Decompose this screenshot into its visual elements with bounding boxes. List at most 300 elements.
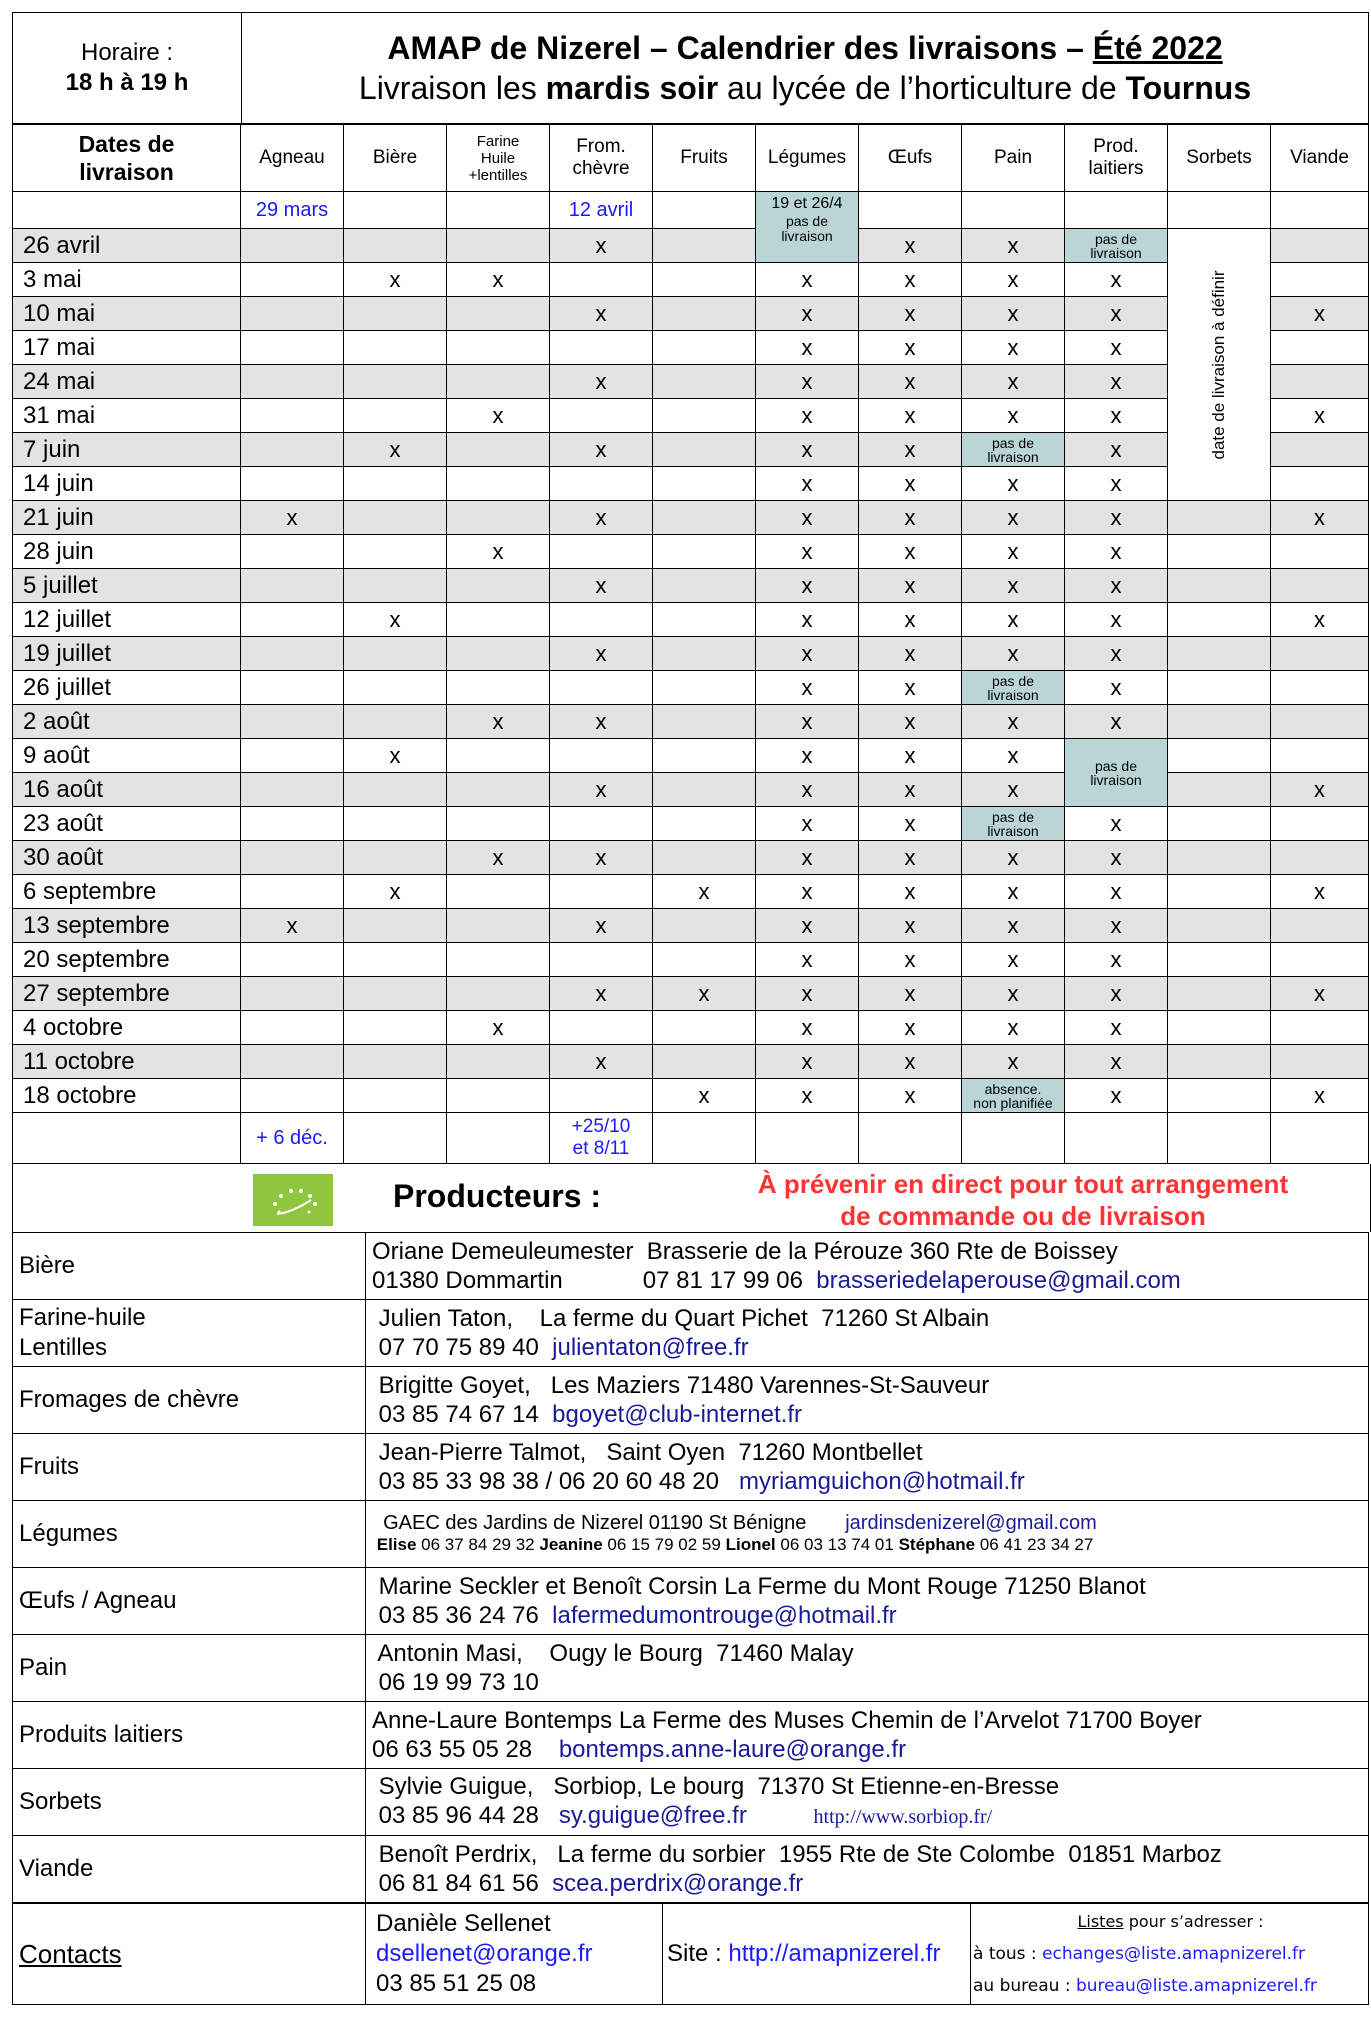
producer-category: Œufs / Agneau xyxy=(13,1568,366,1635)
empty-cell xyxy=(653,192,756,229)
delivery-mark: x xyxy=(344,433,447,467)
no-delivery-cell: pas de livraison xyxy=(1065,739,1168,807)
delivery-date: 30 août xyxy=(13,841,241,875)
empty-cell xyxy=(1271,331,1369,365)
header-table xyxy=(12,12,1369,124)
delivery-mark: x xyxy=(859,263,962,297)
empty-cell xyxy=(344,637,447,671)
producteurs-title: Producteurs : xyxy=(393,1178,602,1214)
calendar-row xyxy=(13,875,1369,909)
empty-cell xyxy=(447,569,550,603)
delivery-date: 12 juillet xyxy=(13,603,241,637)
empty-cell xyxy=(653,1113,756,1164)
date-column-header: Dates de livraison xyxy=(13,125,241,192)
empty-cell xyxy=(241,433,344,467)
delivery-mark: x xyxy=(962,773,1065,807)
pre-season-row xyxy=(13,192,1369,229)
producer-row xyxy=(13,1702,1369,1769)
delivery-mark: x xyxy=(1271,297,1369,331)
producer-phone-line: 03 85 74 67 14 bgoyet@club-internet.fr xyxy=(372,1401,802,1428)
empty-cell xyxy=(447,875,550,909)
title-cell xyxy=(242,13,1369,124)
no-delivery-cell: pas de livraison xyxy=(962,671,1065,705)
delivery-mark: x xyxy=(756,909,859,943)
empty-cell xyxy=(344,1113,447,1164)
empty-cell xyxy=(1168,1011,1271,1045)
producer-row xyxy=(13,1367,1369,1434)
empty-cell xyxy=(241,569,344,603)
delivery-mark: x xyxy=(756,433,859,467)
empty-cell xyxy=(1168,1045,1271,1079)
delivery-mark: x xyxy=(756,263,859,297)
empty-cell xyxy=(653,263,756,297)
producer-info xyxy=(366,1434,1369,1501)
delivery-mark: x xyxy=(859,365,962,399)
no-delivery-cell: pas de livraison xyxy=(962,433,1065,467)
delivery-mark: x xyxy=(1271,1079,1369,1113)
empty-cell xyxy=(344,807,447,841)
delivery-mark: x xyxy=(962,705,1065,739)
empty-cell xyxy=(1168,603,1271,637)
empty-cell xyxy=(241,535,344,569)
fromage-pre-date: 12 avril xyxy=(550,192,653,229)
delivery-mark: x xyxy=(550,365,653,399)
empty-cell xyxy=(344,192,447,229)
calendar-row xyxy=(13,433,1369,467)
empty-cell xyxy=(13,192,241,229)
empty-cell xyxy=(653,535,756,569)
calendar-row xyxy=(13,331,1369,365)
producer-info xyxy=(366,1702,1369,1769)
calendar-row xyxy=(13,977,1369,1011)
empty-cell xyxy=(241,1045,344,1079)
delivery-mark: x xyxy=(756,977,859,1011)
delivery-mark: x xyxy=(859,841,962,875)
empty-cell xyxy=(241,977,344,1011)
calendar-row xyxy=(13,1079,1369,1113)
calendar-row xyxy=(13,1011,1369,1045)
producer-category: Viande xyxy=(13,1836,366,1903)
empty-cell xyxy=(241,637,344,671)
empty-cell xyxy=(447,603,550,637)
empty-cell xyxy=(241,841,344,875)
calendar-row xyxy=(13,807,1369,841)
calendar-row xyxy=(13,943,1369,977)
delivery-mark: x xyxy=(550,501,653,535)
empty-cell xyxy=(447,467,550,501)
producer-row xyxy=(13,1836,1369,1903)
empty-cell xyxy=(1271,229,1369,263)
delivery-mark: x xyxy=(756,671,859,705)
calendar-row xyxy=(13,603,1369,637)
producer-email-link[interactable]: myriamguichon@hotmail.fr xyxy=(738,1468,1025,1495)
empty-cell xyxy=(344,467,447,501)
delivery-mark: x xyxy=(1065,1045,1168,1079)
calendar-row xyxy=(13,739,1369,773)
delivery-date: 24 mai xyxy=(13,365,241,399)
empty-cell xyxy=(447,433,550,467)
empty-cell xyxy=(1168,637,1271,671)
empty-cell xyxy=(653,501,756,535)
empty-cell xyxy=(447,807,550,841)
empty-cell xyxy=(653,943,756,977)
empty-cell xyxy=(1271,433,1369,467)
delivery-mark: x xyxy=(756,841,859,875)
empty-cell xyxy=(241,297,344,331)
producer-address: Anne-Laure Bontemps La Ferme des Muses Chemin de l’Arvelot 71700 Boyer xyxy=(372,1707,1202,1734)
delivery-mark: x xyxy=(756,1079,859,1113)
legumes-pre-note xyxy=(756,192,859,263)
producer-info xyxy=(366,1233,1369,1300)
empty-cell xyxy=(344,501,447,535)
empty-cell xyxy=(653,433,756,467)
empty-cell xyxy=(550,671,653,705)
delivery-date: 14 juin xyxy=(13,467,241,501)
delivery-mark: x xyxy=(756,331,859,365)
calendar-row xyxy=(13,569,1369,603)
empty-cell xyxy=(1271,569,1369,603)
delivery-mark: x xyxy=(550,773,653,807)
delivery-mark: x xyxy=(859,1045,962,1079)
empty-cell xyxy=(859,1113,962,1164)
calendar-row xyxy=(13,637,1369,671)
producer-info xyxy=(366,1635,1369,1702)
producer-email-link[interactable]: sy.guigue@free.fr xyxy=(558,1802,747,1829)
empty-cell xyxy=(550,263,653,297)
producer-phone-line: 07 70 75 89 40 julientaton@free.fr xyxy=(372,1334,749,1361)
delivery-mark: x xyxy=(1065,603,1168,637)
empty-cell xyxy=(653,399,756,433)
contact-phone: 03 85 51 25 08 xyxy=(376,1970,537,1997)
delivery-mark: x xyxy=(1065,399,1168,433)
empty-cell xyxy=(1271,637,1369,671)
horaire-cell xyxy=(13,13,242,124)
empty-cell xyxy=(447,501,550,535)
delivery-date: 21 juin xyxy=(13,501,241,535)
delivery-mark: x xyxy=(1065,909,1168,943)
calendar-page xyxy=(12,12,1369,2005)
delivery-mark: x xyxy=(962,467,1065,501)
delivery-date: 27 septembre xyxy=(13,977,241,1011)
empty-cell xyxy=(1168,841,1271,875)
column-header: Pain xyxy=(962,125,1065,192)
calendar-row xyxy=(13,535,1369,569)
empty-cell xyxy=(1271,1011,1369,1045)
delivery-date: 4 octobre xyxy=(13,1011,241,1045)
empty-cell xyxy=(653,603,756,637)
empty-cell xyxy=(1168,875,1271,909)
empty-cell xyxy=(550,535,653,569)
empty-cell xyxy=(447,977,550,1011)
producer-info xyxy=(366,1836,1369,1903)
empty-cell xyxy=(344,909,447,943)
delivery-mark: x xyxy=(550,229,653,263)
delivery-date: 3 mai xyxy=(13,263,241,297)
producer-email-link[interactable]: bontemps.anne-laure@orange.fr xyxy=(558,1736,907,1763)
calendar-row xyxy=(13,671,1369,705)
contact-name: Danièle Sellenet xyxy=(376,1910,551,1937)
delivery-mark: x xyxy=(550,841,653,875)
empty-cell xyxy=(447,1113,550,1164)
empty-cell xyxy=(241,807,344,841)
delivery-mark: x xyxy=(756,705,859,739)
empty-cell xyxy=(344,773,447,807)
empty-cell xyxy=(1168,535,1271,569)
empty-cell xyxy=(1271,671,1369,705)
delivery-mark: x xyxy=(550,433,653,467)
delivery-mark: x xyxy=(447,399,550,433)
empty-cell xyxy=(653,773,756,807)
delivery-mark: x xyxy=(241,501,344,535)
empty-cell xyxy=(13,1113,241,1164)
column-header: Bière xyxy=(344,125,447,192)
horaire-label: Horaire : xyxy=(80,39,174,66)
delivery-mark: x xyxy=(344,603,447,637)
delivery-mark: x xyxy=(859,943,962,977)
empty-cell xyxy=(241,943,344,977)
calendar-row xyxy=(13,467,1369,501)
producer-address: GAEC des Jardins de Nizerel 01190 St Bénigne jardinsdenizerel@gmail.com xyxy=(372,1512,1097,1534)
delivery-mark: x xyxy=(1271,501,1369,535)
sorbets-note-text: date de livraison à définir xyxy=(1209,269,1228,460)
delivery-date: 2 août xyxy=(13,705,241,739)
empty-cell xyxy=(241,671,344,705)
delivery-mark: x xyxy=(756,569,859,603)
empty-cell xyxy=(447,1079,550,1113)
empty-cell xyxy=(241,331,344,365)
season-label: Été 2022 xyxy=(1092,30,1223,66)
producer-row xyxy=(13,1434,1369,1501)
delivery-mark: x xyxy=(1065,637,1168,671)
producer-category: Sorbets xyxy=(13,1769,366,1836)
contact-email-link[interactable]: dsellenet@orange.fr xyxy=(376,1940,593,1967)
agneau-pre-date: 29 mars xyxy=(241,192,344,229)
empty-cell xyxy=(859,192,962,229)
fromage-extra-dates: +25/10 et 8/11 xyxy=(550,1113,653,1164)
delivery-date: 5 juillet xyxy=(13,569,241,603)
empty-cell xyxy=(447,192,550,229)
delivery-date: 17 mai xyxy=(13,331,241,365)
producer-phone-line: 03 85 33 98 38 / 06 20 60 48 20 myriamguichon@hotmail.fr xyxy=(372,1468,1025,1495)
delivery-mark: x xyxy=(756,1011,859,1045)
delivery-mark: x xyxy=(859,501,962,535)
producer-phone-line: 06 81 84 61 56 scea.perdrix@orange.fr xyxy=(372,1870,804,1897)
delivery-mark: x xyxy=(962,875,1065,909)
producer-email-link[interactable]: lafermedumontrouge@hotmail.fr xyxy=(552,1602,897,1629)
delivery-mark: x xyxy=(550,909,653,943)
delivery-mark: x xyxy=(1065,841,1168,875)
producer-email-link[interactable]: bgoyet@club-internet.fr xyxy=(552,1401,802,1428)
empty-cell xyxy=(653,569,756,603)
delivery-mark: x xyxy=(962,331,1065,365)
empty-cell xyxy=(1271,263,1369,297)
delivery-mark: x xyxy=(962,1045,1065,1079)
empty-cell xyxy=(653,1045,756,1079)
delivery-mark: x xyxy=(962,1011,1065,1045)
empty-cell xyxy=(653,739,756,773)
empty-cell xyxy=(344,1045,447,1079)
organic-eu-leaf-logo xyxy=(253,1174,333,1226)
producer-info xyxy=(366,1300,1369,1367)
lists-heading: Listes pour s’adresser : xyxy=(1077,1912,1264,1931)
empty-cell xyxy=(1168,773,1271,807)
delivery-mark: x xyxy=(550,569,653,603)
empty-cell xyxy=(344,331,447,365)
empty-cell xyxy=(1271,1113,1369,1164)
delivery-mark: x xyxy=(1065,943,1168,977)
legumes-no-delivery: pas de livraison xyxy=(781,213,833,244)
delivery-mark: x xyxy=(756,297,859,331)
delivery-date: 19 juillet xyxy=(13,637,241,671)
empty-cell xyxy=(1168,943,1271,977)
delivery-mark: x xyxy=(447,705,550,739)
contacts-label: Contacts xyxy=(13,1904,366,2005)
delivery-mark: x xyxy=(550,977,653,1011)
contacts-table xyxy=(12,1903,1369,2005)
column-header: Légumes xyxy=(756,125,859,192)
empty-cell xyxy=(1168,909,1271,943)
empty-cell xyxy=(1271,365,1369,399)
delivery-date: 31 mai xyxy=(13,399,241,433)
producer-phone-line: 06 19 99 73 10 xyxy=(372,1669,539,1696)
column-header: Agneau xyxy=(241,125,344,192)
delivery-mark: x xyxy=(1065,569,1168,603)
producer-email-link[interactable]: scea.perdrix@orange.fr xyxy=(552,1870,804,1897)
delivery-mark: x xyxy=(1065,1079,1168,1113)
delivery-mark: x xyxy=(756,1045,859,1079)
delivery-mark: x xyxy=(1271,399,1369,433)
delivery-mark: x xyxy=(859,637,962,671)
column-header: Sorbets xyxy=(1168,125,1271,192)
delivery-mark: x xyxy=(1065,1011,1168,1045)
delivery-date: 23 août xyxy=(13,807,241,841)
empty-cell xyxy=(1271,535,1369,569)
empty-cell xyxy=(344,1011,447,1045)
delivery-mark: x xyxy=(447,841,550,875)
empty-cell xyxy=(241,399,344,433)
delivery-date: 13 septembre xyxy=(13,909,241,943)
empty-cell xyxy=(1065,1113,1168,1164)
delivery-mark: x xyxy=(859,977,962,1011)
delivery-mark: x xyxy=(653,977,756,1011)
subtitle: Livraison les mardis soir au lycée de l’horticulture de Tournus xyxy=(358,70,1252,106)
delivery-date: 9 août xyxy=(13,739,241,773)
lists-all-email-link[interactable]: echanges@liste.amapnizerel.fr xyxy=(1042,1944,1306,1964)
delivery-mark: x xyxy=(1065,705,1168,739)
empty-cell xyxy=(653,705,756,739)
producer-category: Légumes xyxy=(13,1501,366,1568)
delivery-mark: x xyxy=(1271,977,1369,1011)
producer-category: Farine-huile Lentilles xyxy=(13,1300,366,1367)
calendar-header-row xyxy=(13,125,1369,192)
empty-cell xyxy=(550,331,653,365)
calendar-row xyxy=(13,365,1369,399)
producer-address: Sylvie Guigue, Sorbiop, Le bourg 71370 St Etienne-en-Bresse xyxy=(372,1773,1060,1800)
delivery-mark: x xyxy=(550,1045,653,1079)
delivery-date: 26 juillet xyxy=(13,671,241,705)
empty-cell xyxy=(1271,841,1369,875)
delivery-mark: x xyxy=(1271,603,1369,637)
delivery-mark: x xyxy=(756,739,859,773)
lists-office-label: au bureau : xyxy=(973,1976,1076,1996)
delivery-mark: x xyxy=(756,875,859,909)
delivery-mark: x xyxy=(859,535,962,569)
producer-email-link[interactable]: julientaton@free.fr xyxy=(552,1334,749,1361)
empty-cell xyxy=(550,739,653,773)
producer-address: Oriane Demeuleumester Brasserie de la Pérouze 360 Rte de Boissey xyxy=(372,1238,1118,1265)
warning-text: À prévenir en direct pour tout arrangement de commande ou de livraison xyxy=(757,1169,1289,1231)
producer-category: Produits laitiers xyxy=(13,1702,366,1769)
delivery-mark: x xyxy=(962,977,1065,1011)
producer-info xyxy=(366,1769,1369,1836)
empty-cell xyxy=(1168,1079,1271,1113)
delivery-mark: x xyxy=(1065,535,1168,569)
delivery-date: 6 septembre xyxy=(13,875,241,909)
delivery-mark: x xyxy=(1065,977,1168,1011)
empty-cell xyxy=(1271,705,1369,739)
producer-category: Pain xyxy=(13,1635,366,1702)
empty-cell xyxy=(653,637,756,671)
column-header: Farine Huile +lentilles xyxy=(447,125,550,192)
empty-cell xyxy=(653,909,756,943)
calendar-row xyxy=(13,1045,1369,1079)
site-link[interactable]: http://amapnizerel.fr xyxy=(728,1940,941,1967)
legumes-pre-dates: 19 et 26/4 xyxy=(771,195,843,212)
empty-cell xyxy=(241,229,344,263)
empty-cell xyxy=(344,535,447,569)
delivery-mark: x xyxy=(756,467,859,501)
no-delivery-cell: pas de livraison xyxy=(962,807,1065,841)
empty-cell xyxy=(1271,807,1369,841)
producer-website-link[interactable]: http://www.sorbiop.fr/ xyxy=(813,1806,993,1828)
producer-email-link[interactable]: brasseriedelaperouse@gmail.com xyxy=(816,1267,1181,1294)
delivery-mark: x xyxy=(1065,433,1168,467)
producer-email-link[interactable]: jardinsdenizerel@gmail.com xyxy=(845,1512,1097,1534)
delivery-mark: x xyxy=(962,399,1065,433)
empty-cell xyxy=(241,773,344,807)
empty-cell xyxy=(447,773,550,807)
empty-cell xyxy=(344,569,447,603)
empty-cell xyxy=(344,671,447,705)
empty-cell xyxy=(447,637,550,671)
producer-info xyxy=(366,1367,1369,1434)
delivery-mark: x xyxy=(241,909,344,943)
delivery-mark: x xyxy=(859,671,962,705)
delivery-mark: x xyxy=(859,603,962,637)
empty-cell xyxy=(1271,1045,1369,1079)
empty-cell xyxy=(241,467,344,501)
empty-cell xyxy=(1271,739,1369,773)
delivery-mark: x xyxy=(962,841,1065,875)
empty-cell xyxy=(962,192,1065,229)
delivery-mark: x xyxy=(859,773,962,807)
empty-cell xyxy=(241,603,344,637)
delivery-mark: x xyxy=(756,943,859,977)
lists-office-email-link[interactable]: bureau@liste.amapnizerel.fr xyxy=(1075,1976,1317,1996)
delivery-mark: x xyxy=(1271,773,1369,807)
empty-cell xyxy=(1168,1113,1271,1164)
empty-cell xyxy=(344,1079,447,1113)
producer-address: Benoît Perdrix, La ferme du sorbier 1955 Rte de Ste Colombe 01851 Marboz xyxy=(372,1841,1222,1868)
delivery-mark: x xyxy=(859,433,962,467)
delivery-date: 11 octobre xyxy=(13,1045,241,1079)
delivery-mark: x xyxy=(1065,331,1168,365)
horaire-value: 18 h à 19 h xyxy=(65,69,189,96)
empty-cell xyxy=(241,739,344,773)
calendar-row xyxy=(13,909,1369,943)
delivery-mark: x xyxy=(859,1079,962,1113)
lists-all-label: à tous : xyxy=(973,1944,1043,1964)
